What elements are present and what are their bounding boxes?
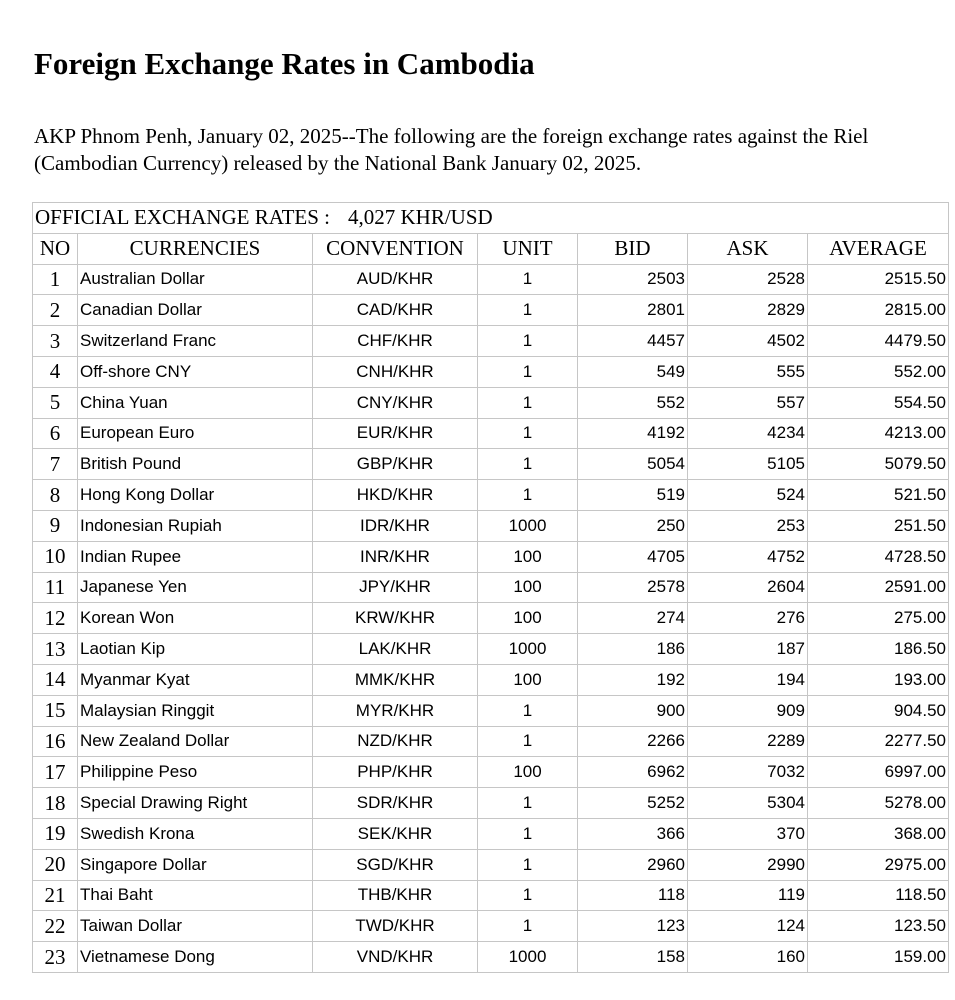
ask-rate-cell: 276 (688, 603, 808, 634)
average-rate-cell: 521.50 (808, 480, 949, 511)
average-rate-cell: 5278.00 (808, 788, 949, 819)
unit-cell: 1 (478, 788, 578, 819)
header-no: NO (33, 233, 78, 264)
row-number-cell: 4 (33, 356, 78, 387)
ask-rate-cell: 2289 (688, 726, 808, 757)
average-rate-cell: 123.50 (808, 911, 949, 942)
official-rate-row (33, 203, 949, 234)
convention-cell: INR/KHR (313, 541, 478, 572)
table-row (33, 510, 949, 541)
unit-cell: 1000 (478, 634, 578, 665)
unit-cell: 1 (478, 326, 578, 357)
ask-rate-cell: 524 (688, 480, 808, 511)
row-number-cell: 7 (33, 449, 78, 480)
table-row (33, 449, 949, 480)
average-rate-cell: 193.00 (808, 664, 949, 695)
table-row (33, 572, 949, 603)
convention-cell: KRW/KHR (313, 603, 478, 634)
bid-rate-cell: 250 (578, 510, 688, 541)
exchange-rates-table (32, 202, 949, 973)
header-average: AVERAGE (808, 233, 949, 264)
unit-cell: 1 (478, 726, 578, 757)
average-rate-cell: 2515.50 (808, 264, 949, 295)
ask-rate-cell: 194 (688, 664, 808, 695)
table-row (33, 326, 949, 357)
convention-cell: MYR/KHR (313, 695, 478, 726)
bid-rate-cell: 2960 (578, 849, 688, 880)
bid-rate-cell: 2801 (578, 295, 688, 326)
header-unit: UNIT (478, 233, 578, 264)
table-row (33, 726, 949, 757)
average-rate-cell: 6997.00 (808, 757, 949, 788)
ask-rate-cell: 4234 (688, 418, 808, 449)
unit-cell: 100 (478, 572, 578, 603)
ask-rate-cell: 555 (688, 356, 808, 387)
ask-rate-cell: 4752 (688, 541, 808, 572)
currency-name-cell: European Euro (78, 418, 313, 449)
ask-rate-cell: 4502 (688, 326, 808, 357)
average-rate-cell: 186.50 (808, 634, 949, 665)
table-row (33, 603, 949, 634)
bid-rate-cell: 118 (578, 880, 688, 911)
table-row (33, 695, 949, 726)
convention-cell: VND/KHR (313, 942, 478, 973)
header-ask: ASK (688, 233, 808, 264)
convention-cell: NZD/KHR (313, 726, 478, 757)
average-rate-cell: 552.00 (808, 356, 949, 387)
convention-cell: IDR/KHR (313, 510, 478, 541)
currency-name-cell: Special Drawing Right (78, 788, 313, 819)
table-row (33, 849, 949, 880)
currency-name-cell: Taiwan Dollar (78, 911, 313, 942)
bid-rate-cell: 5054 (578, 449, 688, 480)
table-row (33, 480, 949, 511)
row-number-cell: 14 (33, 664, 78, 695)
convention-cell: CHF/KHR (313, 326, 478, 357)
average-rate-cell: 4213.00 (808, 418, 949, 449)
unit-cell: 100 (478, 664, 578, 695)
currency-name-cell: Philippine Peso (78, 757, 313, 788)
unit-cell: 1 (478, 818, 578, 849)
row-number-cell: 15 (33, 695, 78, 726)
currency-name-cell: Myanmar Kyat (78, 664, 313, 695)
row-number-cell: 9 (33, 510, 78, 541)
row-number-cell: 10 (33, 541, 78, 572)
ask-rate-cell: 2990 (688, 849, 808, 880)
currency-name-cell: Switzerland Franc (78, 326, 313, 357)
table-row (33, 664, 949, 695)
ask-rate-cell: 187 (688, 634, 808, 665)
intro-paragraph: AKP Phnom Penh, January 02, 2025--The following are the foreign exchange rates against the Riel (Cambodian Currency) released by the National Bank January 02, 2025. (34, 124, 869, 175)
average-rate-cell: 904.50 (808, 695, 949, 726)
ask-rate-cell: 253 (688, 510, 808, 541)
bid-rate-cell: 4192 (578, 418, 688, 449)
convention-cell: PHP/KHR (313, 757, 478, 788)
unit-cell: 1 (478, 356, 578, 387)
row-number-cell: 1 (33, 264, 78, 295)
average-rate-cell: 4479.50 (808, 326, 949, 357)
unit-cell: 1 (478, 295, 578, 326)
currency-name-cell: Thai Baht (78, 880, 313, 911)
official-rate-label: OFFICIAL EXCHANGE RATES : (35, 205, 330, 230)
row-number-cell: 6 (33, 418, 78, 449)
unit-cell: 100 (478, 757, 578, 788)
currency-name-cell: Singapore Dollar (78, 849, 313, 880)
row-number-cell: 16 (33, 726, 78, 757)
row-number-cell: 8 (33, 480, 78, 511)
table-row (33, 387, 949, 418)
bid-rate-cell: 549 (578, 356, 688, 387)
bid-rate-cell: 5252 (578, 788, 688, 819)
unit-cell: 1 (478, 387, 578, 418)
currency-name-cell: Vietnamese Dong (78, 942, 313, 973)
bid-rate-cell: 123 (578, 911, 688, 942)
unit-cell: 1 (478, 849, 578, 880)
convention-cell: GBP/KHR (313, 449, 478, 480)
bid-rate-cell: 6962 (578, 757, 688, 788)
unit-cell: 1 (478, 480, 578, 511)
average-rate-cell: 554.50 (808, 387, 949, 418)
unit-cell: 1 (478, 264, 578, 295)
row-number-cell: 23 (33, 942, 78, 973)
bid-rate-cell: 4705 (578, 541, 688, 572)
currency-name-cell: Off-shore CNY (78, 356, 313, 387)
average-rate-cell: 4728.50 (808, 541, 949, 572)
unit-cell: 1 (478, 695, 578, 726)
convention-cell: EUR/KHR (313, 418, 478, 449)
table-row (33, 264, 949, 295)
bid-rate-cell: 2578 (578, 572, 688, 603)
currency-name-cell: Australian Dollar (78, 264, 313, 295)
average-rate-cell: 5079.50 (808, 449, 949, 480)
header-convention: CONVENTION (313, 233, 478, 264)
bid-rate-cell: 274 (578, 603, 688, 634)
table-header-row (33, 233, 949, 264)
average-rate-cell: 2277.50 (808, 726, 949, 757)
row-number-cell: 2 (33, 295, 78, 326)
convention-cell: HKD/KHR (313, 480, 478, 511)
currency-name-cell: Swedish Krona (78, 818, 313, 849)
unit-cell: 1000 (478, 942, 578, 973)
currency-name-cell: Laotian Kip (78, 634, 313, 665)
table-row (33, 880, 949, 911)
row-number-cell: 20 (33, 849, 78, 880)
table-row (33, 911, 949, 942)
ask-rate-cell: 2829 (688, 295, 808, 326)
table-row (33, 295, 949, 326)
row-number-cell: 18 (33, 788, 78, 819)
currency-name-cell: Canadian Dollar (78, 295, 313, 326)
average-rate-cell: 2591.00 (808, 572, 949, 603)
currency-name-cell: New Zealand Dollar (78, 726, 313, 757)
average-rate-cell: 368.00 (808, 818, 949, 849)
page-title: Foreign Exchange Rates in Cambodia (34, 46, 535, 81)
ask-rate-cell: 7032 (688, 757, 808, 788)
convention-cell: SDR/KHR (313, 788, 478, 819)
row-number-cell: 13 (33, 634, 78, 665)
unit-cell: 1 (478, 449, 578, 480)
header-bid: BID (578, 233, 688, 264)
row-number-cell: 3 (33, 326, 78, 357)
table-row (33, 818, 949, 849)
table-row (33, 942, 949, 973)
row-number-cell: 11 (33, 572, 78, 603)
convention-cell: AUD/KHR (313, 264, 478, 295)
convention-cell: CAD/KHR (313, 295, 478, 326)
convention-cell: LAK/KHR (313, 634, 478, 665)
official-rate-value: 4,027 KHR/USD (347, 205, 493, 230)
unit-cell: 100 (478, 541, 578, 572)
bid-rate-cell: 2503 (578, 264, 688, 295)
convention-cell: TWD/KHR (313, 911, 478, 942)
ask-rate-cell: 909 (688, 695, 808, 726)
unit-cell: 100 (478, 603, 578, 634)
ask-rate-cell: 124 (688, 911, 808, 942)
average-rate-cell: 251.50 (808, 510, 949, 541)
ask-rate-cell: 2604 (688, 572, 808, 603)
row-number-cell: 17 (33, 757, 78, 788)
bid-rate-cell: 186 (578, 634, 688, 665)
table-row (33, 541, 949, 572)
convention-cell: THB/KHR (313, 880, 478, 911)
ask-rate-cell: 2528 (688, 264, 808, 295)
ask-rate-cell: 5105 (688, 449, 808, 480)
ask-rate-cell: 557 (688, 387, 808, 418)
table-row (33, 788, 949, 819)
table-row (33, 757, 949, 788)
average-rate-cell: 118.50 (808, 880, 949, 911)
bid-rate-cell: 2266 (578, 726, 688, 757)
currency-name-cell: Indonesian Rupiah (78, 510, 313, 541)
average-rate-cell: 2975.00 (808, 849, 949, 880)
table-body (33, 264, 949, 972)
bid-rate-cell: 4457 (578, 326, 688, 357)
convention-cell: CNY/KHR (313, 387, 478, 418)
row-number-cell: 12 (33, 603, 78, 634)
bid-rate-cell: 366 (578, 818, 688, 849)
ask-rate-cell: 5304 (688, 788, 808, 819)
ask-rate-cell: 119 (688, 880, 808, 911)
unit-cell: 1 (478, 418, 578, 449)
bid-rate-cell: 519 (578, 480, 688, 511)
ask-rate-cell: 370 (688, 818, 808, 849)
header-currencies: CURRENCIES (78, 233, 313, 264)
convention-cell: JPY/KHR (313, 572, 478, 603)
unit-cell: 1000 (478, 510, 578, 541)
bid-rate-cell: 552 (578, 387, 688, 418)
bid-rate-cell: 900 (578, 695, 688, 726)
bid-rate-cell: 192 (578, 664, 688, 695)
average-rate-cell: 159.00 (808, 942, 949, 973)
currency-name-cell: China Yuan (78, 387, 313, 418)
row-number-cell: 5 (33, 387, 78, 418)
table-row (33, 634, 949, 665)
convention-cell: MMK/KHR (313, 664, 478, 695)
table-row (33, 418, 949, 449)
currency-name-cell: British Pound (78, 449, 313, 480)
currency-name-cell: Malaysian Ringgit (78, 695, 313, 726)
convention-cell: SGD/KHR (313, 849, 478, 880)
currency-name-cell: Korean Won (78, 603, 313, 634)
row-number-cell: 21 (33, 880, 78, 911)
row-number-cell: 22 (33, 911, 78, 942)
row-number-cell: 19 (33, 818, 78, 849)
ask-rate-cell: 160 (688, 942, 808, 973)
currency-name-cell: Indian Rupee (78, 541, 313, 572)
currency-name-cell: Hong Kong Dollar (78, 480, 313, 511)
bid-rate-cell: 158 (578, 942, 688, 973)
table-row (33, 356, 949, 387)
average-rate-cell: 2815.00 (808, 295, 949, 326)
official-rate-cell (33, 203, 949, 234)
convention-cell: CNH/KHR (313, 356, 478, 387)
unit-cell: 1 (478, 880, 578, 911)
unit-cell: 1 (478, 911, 578, 942)
convention-cell: SEK/KHR (313, 818, 478, 849)
currency-name-cell: Japanese Yen (78, 572, 313, 603)
average-rate-cell: 275.00 (808, 603, 949, 634)
